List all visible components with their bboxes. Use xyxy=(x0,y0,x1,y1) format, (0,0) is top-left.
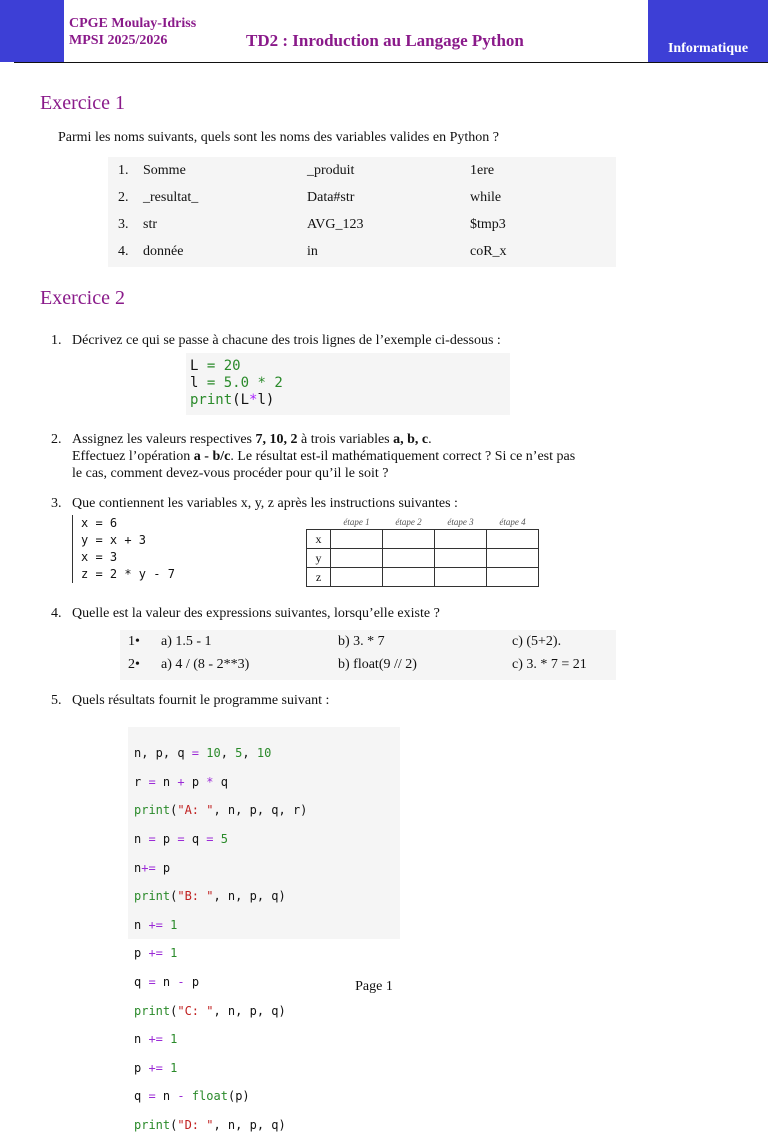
step-table xyxy=(306,515,539,587)
header-rule xyxy=(14,62,768,63)
code-line: print("D: ", n, p, q) xyxy=(134,1118,286,1133)
name-cell: AVG_123 xyxy=(307,216,364,232)
code-line: print("C: ", n, p, q) xyxy=(134,1003,286,1018)
trace-cell xyxy=(435,530,487,549)
trace-cell xyxy=(435,568,487,587)
trace-cell xyxy=(331,530,383,549)
question-1-text: Décrivez ce qui se passe à chacune des trois lignes de l’exemple ci-dessous : xyxy=(72,333,501,348)
name-cell: _produit xyxy=(307,162,355,178)
expressions-box xyxy=(120,630,616,680)
row-number: 3. xyxy=(118,216,129,232)
header-left-bar xyxy=(0,0,14,62)
subject-badge xyxy=(648,0,768,62)
expression-row: 1• a) 1.5 - 1 b) 3. * 7 c) (5+2). xyxy=(128,634,562,649)
trace-cell xyxy=(383,530,435,549)
code-line: q = n - p xyxy=(134,975,200,990)
code-line: n += 1 xyxy=(134,917,178,932)
code-line: n+= p xyxy=(134,860,171,875)
variable-names-box xyxy=(108,157,616,267)
q3-code-block xyxy=(72,515,175,583)
code-line: x = 3 xyxy=(81,550,118,564)
code-line: p += 1 xyxy=(134,946,178,961)
code-line: r = n + p * q xyxy=(134,774,228,789)
question-4-text: Quelle est la valeur des expressions suivantes, lorsqu’elle existe ? xyxy=(72,606,440,621)
expression-row: 2• a) 4 / (8 - 2**3) b) float(9 // 2) c) 3. * 7 = 21 xyxy=(128,657,587,672)
trace-cell xyxy=(487,530,539,549)
trace-cell xyxy=(331,549,383,568)
code-line: x = 6 xyxy=(81,516,118,530)
question-5-text: Quels résultats fournit le programme suivant : xyxy=(72,693,330,708)
step-header: étape 3 xyxy=(447,517,474,527)
variable-names-table xyxy=(118,157,507,265)
code-line: print("B: ", n, p, q) xyxy=(134,889,286,904)
table-row xyxy=(118,238,507,265)
exercise-2-title: Exercice 2 xyxy=(40,287,125,309)
school-year: MPSI 2025/2026 xyxy=(69,33,168,48)
name-cell: _resultat_ xyxy=(143,189,199,205)
table-row xyxy=(118,157,507,184)
subject-badge-label: Informatique xyxy=(667,41,749,56)
code-line: print("A: ", n, p, q, r) xyxy=(134,803,308,818)
var-label: x xyxy=(307,530,331,549)
trace-cell xyxy=(487,568,539,587)
question-2-text: Assignez les valeurs respectives 7, 10, 2 à trois variables a, b, c. Effectuez l’opération a - b/c. Le résultat est-il mathématiquement correct ? Si ce n’est pas le cas, comment devez-vous procéder pour qu’il le soit ? xyxy=(72,432,576,481)
name-cell: donnée xyxy=(143,243,184,259)
code-line: p += 1 xyxy=(134,1060,178,1075)
name-cell: Data#str xyxy=(307,189,355,205)
name-cell: in xyxy=(307,243,318,259)
name-cell: coR_x xyxy=(470,243,507,259)
trace-cell xyxy=(331,568,383,587)
question-number: 5. xyxy=(51,693,62,708)
var-label: z xyxy=(307,568,331,587)
q1-code-block xyxy=(186,353,510,415)
row-number: 4. xyxy=(118,243,129,259)
code-line: n += 1 xyxy=(134,1032,178,1047)
name-cell: Somme xyxy=(143,162,186,178)
name-cell: while xyxy=(470,189,502,205)
trace-grid xyxy=(306,515,539,587)
step-header: étape 1 xyxy=(343,517,370,527)
header-school-block xyxy=(69,15,196,49)
code-line: L = 20 xyxy=(190,358,241,374)
var-label: y xyxy=(307,549,331,568)
question-number: 3. xyxy=(51,496,62,511)
page-number: Page 1 xyxy=(355,979,393,994)
row-number: 1. xyxy=(118,162,129,178)
school-name: CPGE Moulay-Idriss xyxy=(69,16,197,31)
exercise-1-question: Parmi les noms suivants, quels sont les noms des variables valides en Python ? xyxy=(58,130,499,145)
code-line: q = n - float(p) xyxy=(134,1089,250,1104)
question-number: 2. xyxy=(51,432,62,447)
name-cell: str xyxy=(143,216,157,232)
question-3-text: Que contiennent les variables x, y, z après les instructions suivantes : xyxy=(72,496,458,511)
trace-cell xyxy=(487,549,539,568)
table-row xyxy=(118,184,507,211)
code-line: n, p, q = 10, 5, 10 xyxy=(134,746,272,761)
code-line: n = p = q = 5 xyxy=(134,832,228,847)
row-number: 2. xyxy=(118,189,129,205)
code-line: y = x + 3 xyxy=(81,533,147,547)
exercise-1-title: Exercice 1 xyxy=(40,92,125,114)
code-line: l = 5.0 * 2 xyxy=(190,375,283,391)
step-header: étape 4 xyxy=(499,517,526,527)
name-cell: 1ere xyxy=(470,162,495,178)
trace-cell xyxy=(383,549,435,568)
table-row xyxy=(118,211,507,238)
trace-cell xyxy=(435,549,487,568)
step-header: étape 2 xyxy=(395,517,422,527)
header-logo-block xyxy=(14,0,64,62)
question-number: 4. xyxy=(51,606,62,621)
page-title: TD2 : Inroduction au Langage Python xyxy=(246,31,524,50)
name-cell: $tmp3 xyxy=(470,216,506,232)
question-number: 1. xyxy=(51,333,62,348)
trace-cell xyxy=(383,568,435,587)
code-line: z = 2 * y - 7 xyxy=(81,567,175,581)
code-line: print(L*l) xyxy=(190,392,275,408)
